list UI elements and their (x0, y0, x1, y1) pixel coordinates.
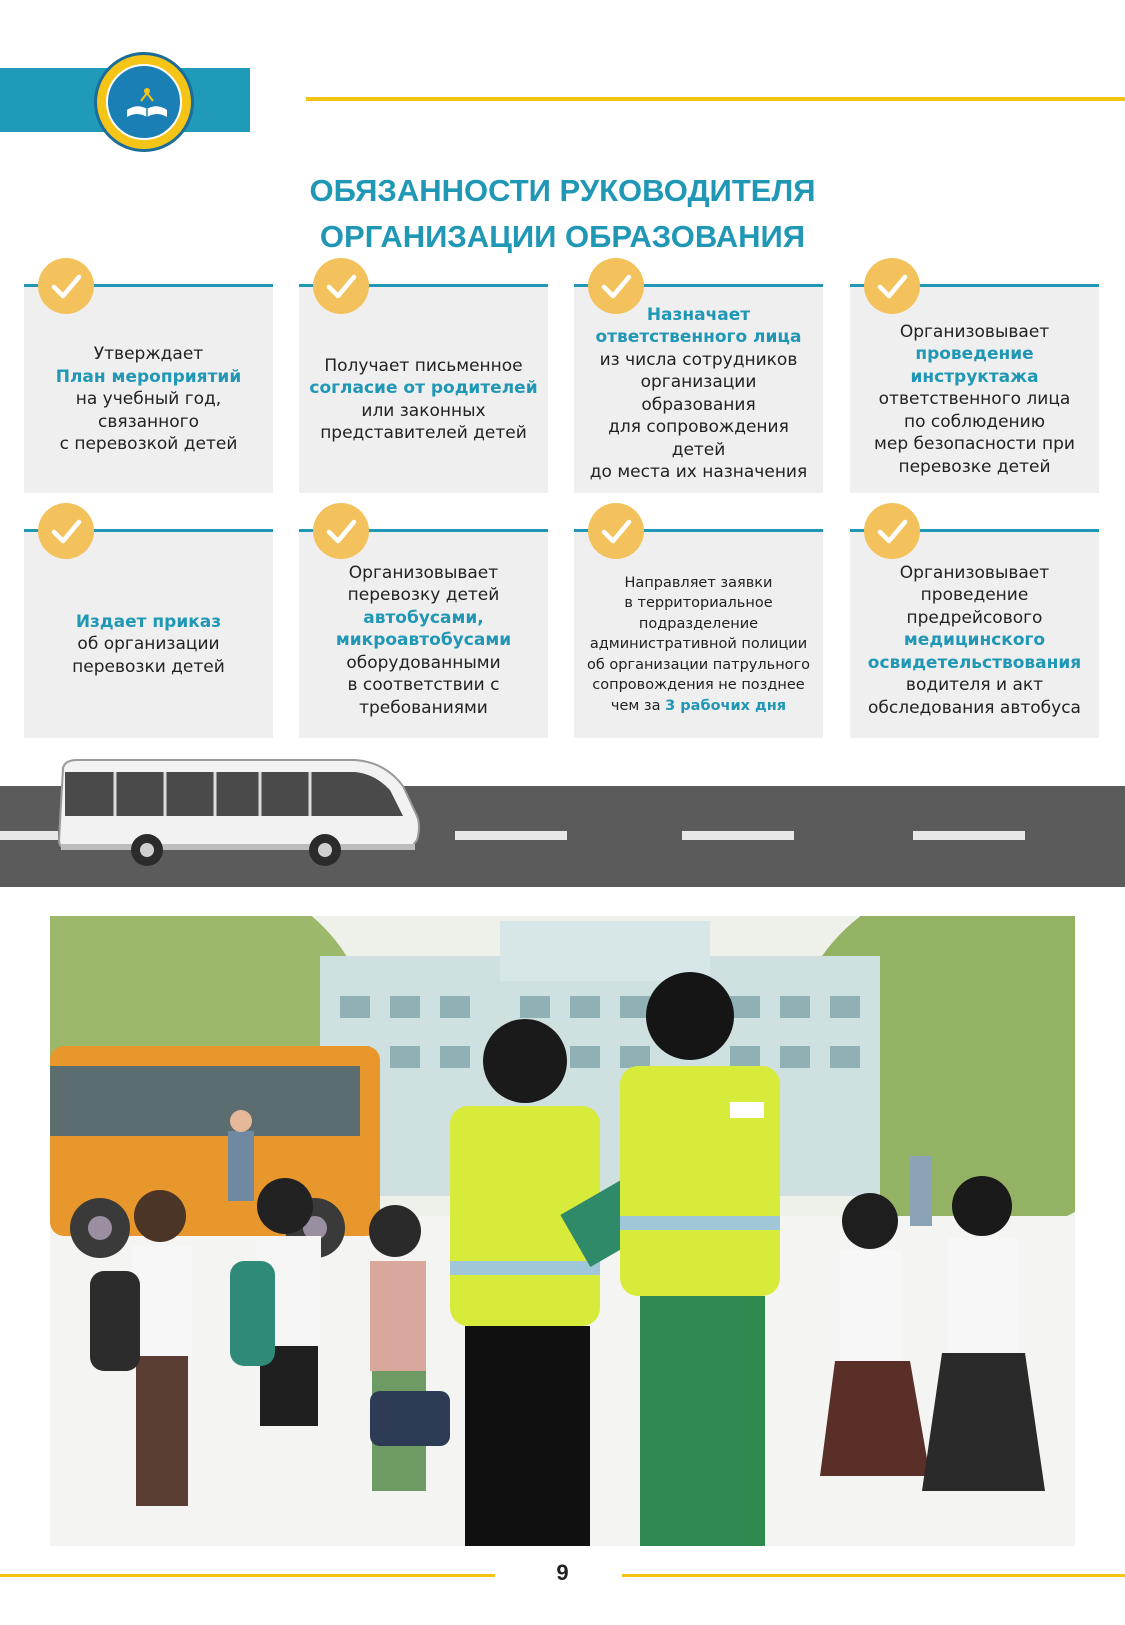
duty-text (856, 314, 1093, 485)
duty-text (30, 314, 267, 485)
bus-icon (55, 756, 425, 868)
duty-text-block (587, 573, 810, 717)
road-marking (913, 831, 1025, 840)
duty-line: образования (641, 394, 756, 415)
duty-line: сопровождения не позднее (592, 677, 805, 694)
duty-card (24, 529, 273, 738)
duty-text-block (856, 321, 1093, 479)
duty-text-block (72, 611, 225, 679)
duty-line: медицинского (903, 630, 1046, 651)
duty-line: перевозке детей (898, 456, 1051, 477)
duty-line: требованиями (359, 697, 488, 718)
duty-line: освидетельствования (867, 652, 1082, 673)
duty-line: ответственного лица (878, 389, 1071, 410)
duty-line: связанного (97, 411, 199, 432)
duty-line: для сопровождения (608, 417, 789, 437)
page-number: 9 (556, 1560, 569, 1585)
duty-card (574, 529, 823, 738)
duty-line: обследования автобуса (867, 697, 1081, 718)
duty-line: об организации (77, 634, 220, 655)
road-marking (682, 831, 794, 840)
duty-line: проведение (920, 585, 1029, 606)
duty-text-block (336, 562, 511, 720)
checkmark-icon (38, 258, 94, 314)
duty-line-part: 3 рабочих дня (665, 697, 787, 714)
duty-line: Назначает (646, 304, 751, 325)
duty-line-part: чем за (610, 697, 666, 714)
duty-line: Издает приказ (75, 611, 222, 632)
duty-line: автобусами, (363, 607, 484, 628)
duty-text-block (590, 304, 807, 484)
duty-text (580, 559, 817, 730)
duty-line: представителей детей (320, 423, 527, 443)
duty-line (587, 696, 810, 717)
duty-line: проведение инструктажа (910, 344, 1039, 387)
duty-card (850, 529, 1099, 738)
footer-rule-right (622, 1574, 1125, 1577)
duty-line: План мероприятий (55, 366, 242, 387)
duty-line: ответственного лица (595, 327, 802, 347)
school-staff-with-children-illustration (50, 916, 1075, 1546)
road-marking (455, 831, 567, 840)
duty-text (580, 302, 817, 485)
duty-line: микроавтобусами (335, 630, 512, 651)
duty-line: на учебный год, (75, 389, 222, 410)
duty-line: оборудованными (346, 652, 501, 673)
duty-text (305, 551, 542, 730)
header-rule (306, 97, 1125, 101)
footer-rule-left (0, 1574, 495, 1577)
checkmark-icon (313, 258, 369, 314)
duty-text (305, 314, 542, 485)
duty-line: из числа сотрудников (599, 349, 798, 370)
duty-line: перевозку детей (347, 585, 500, 606)
duty-card (24, 284, 273, 493)
duty-line: водителя и акт (905, 675, 1044, 696)
duty-text-block (309, 355, 537, 445)
book-emblem-icon (94, 52, 194, 152)
duty-line: Организовывает (899, 321, 1050, 342)
road-marking (0, 831, 58, 840)
duty-line: подразделение (638, 615, 759, 632)
checkmark-icon (588, 503, 644, 559)
duty-card (299, 284, 548, 493)
page-title (270, 168, 855, 260)
duty-line: Утверждает (93, 344, 204, 365)
duty-line: мер безопасности при (874, 434, 1075, 455)
duty-line: по соблюдению (903, 411, 1045, 432)
duty-card (299, 529, 548, 738)
duty-text (856, 551, 1093, 730)
duty-line: административной полиции (589, 636, 808, 653)
duty-line: Направляет заявки (624, 574, 773, 591)
duty-line: согласие от родителей (309, 378, 538, 398)
duty-line: в территориальное (624, 595, 773, 612)
title-line-2: ОРГАНИЗАЦИИ ОБРАЗОВАНИЯ (319, 219, 806, 254)
duty-text-block (56, 343, 242, 456)
checkmark-icon (38, 503, 94, 559)
duty-line: с перевозкой детей (59, 434, 238, 455)
duty-text-block (868, 562, 1081, 720)
duty-line: предрейсового (906, 607, 1043, 628)
duty-text (30, 559, 267, 730)
duty-line: детей (671, 439, 726, 460)
duty-line: об организации патрульного (586, 656, 811, 673)
checkmark-icon (864, 258, 920, 314)
duty-line: или законных (361, 400, 486, 421)
duty-line: в соответствии с (347, 675, 500, 696)
duty-line: Организовывает (348, 562, 499, 583)
duty-card (850, 284, 1099, 493)
duty-line: Получает письменное (324, 355, 523, 376)
title-line-1: ОБЯЗАННОСТИ РУКОВОДИТЕЛЯ (309, 173, 816, 208)
duty-line: Организовывает (899, 562, 1050, 583)
duty-line: перевозки детей (72, 656, 225, 677)
duty-card (574, 284, 823, 493)
duty-line: организации (640, 372, 757, 392)
duty-line: до места их назначения (589, 462, 808, 482)
